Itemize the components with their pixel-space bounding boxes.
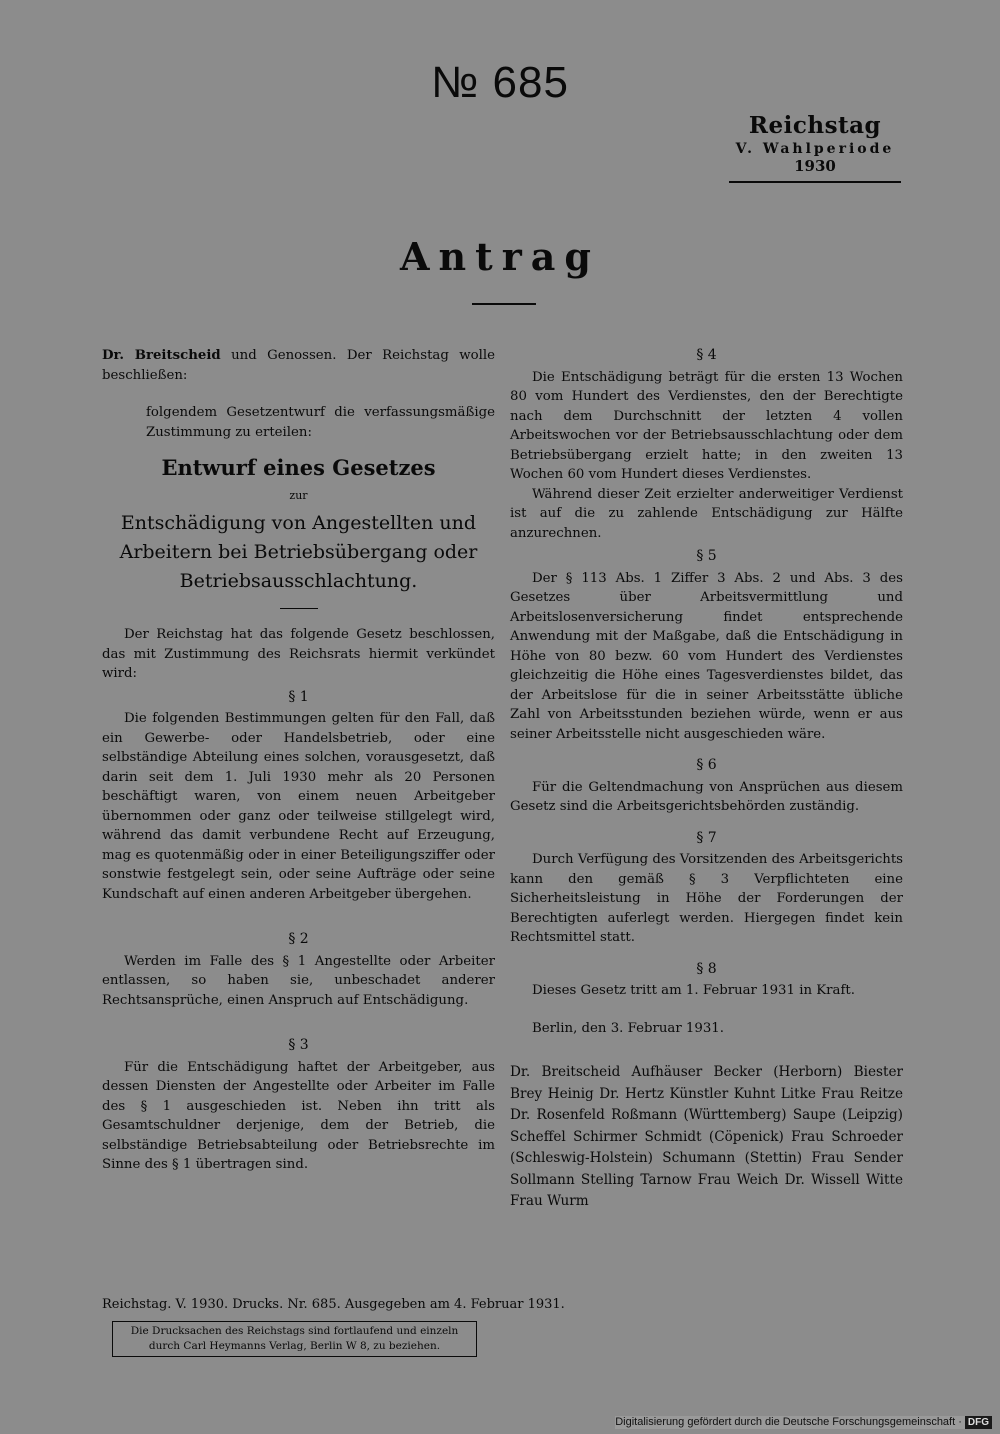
dfg-logo: DFG [965,1416,992,1429]
paragraph-2-heading: § 2 [288,931,309,947]
wahlperiode-label: V. Wahlperiode [735,141,895,157]
paragraph-3-heading: § 3 [288,1037,309,1053]
signatories: Dr. Breitscheid Aufhäuser Becker (Herborn) Biester Brey Heinig Dr. Hertz Künstler Kuhnt Litke Frau Reitze Dr. Rosenfeld Roßmann (Württemberg) Saupe (Leipzig) Scheffel Schirmer Schmidt (Cöpenick) Frau Schroeder (Schleswig-Holstein) Schumann (Stettin) Frau Sender Sollmann Stelling Tarnow Frau Weich Dr. Wissell Witte Frau Wurm [510,1064,903,1209]
date-line: Berlin, den 3. Februar 1931. [532,1020,724,1036]
entwurf-title: Entwurf eines Gesetzes [161,455,436,480]
document-number: № 685 [431,58,569,107]
law-subject: Entschädigung von Angestellten und Arbeitern bei Betriebsübergang oder Betriebsausschlachtung. [119,512,478,592]
decision-text: folgendem Gesetzentwurf die verfassungsmäßige Zustimmung zu erteilen: [146,405,495,440]
header-rule [729,181,901,183]
reichstag-label: Reichstag [748,112,882,139]
paragraph-8-heading: § 8 [696,960,717,977]
title-rule [472,303,536,305]
zur-label: zur [289,488,308,502]
intro-text: und Genossen. Der Reichstag wolle beschließen: [102,348,495,383]
page-title: Antrag [400,234,600,279]
intro-name: Dr. Breitscheid [102,348,221,363]
paragraph-4-heading: § 4 [696,347,717,363]
intro-paragraph [102,346,495,385]
paragraph-4-text: Die Entschädigung beträgt für die ersten 13 Wochen 80 vom Hundert des Verdienstes, den der Berechtigte nach dem Durchschnitt der letzten 4 vollen Arbeitswochen vor der Betriebsausschlachtung oder dem Betriebsübergang erzielt hatte; in den zweiten 13 Wochen 60 vom Hundert dieses Verdienstes. [510,369,903,482]
paragraph-1-text: Die folgenden Bestimmungen gelten für den Fall, daß ein Gewerbe- oder Handelsbetrieb, oder eine selbständige Abteilung eines solchen, vorausgesetzt, daß darin seit dem 1. Juli 1930 mehr als 20 Personen beschäftigt waren, von einem neuen Arbeitgeber übernommen oder ganz oder teilweise stillgelegt wird, während das damit verbundene Recht auf Erzeugung, mag es quotenmäßig oder in einer Beteiligungsziffer oder sonstwie festgelegt sein, oder seine Aufträge oder seine Kundschaft auf einen anderen Arbeitgeber übergehen. [102,711,495,902]
paragraph-5-heading: § 5 [696,548,717,564]
paragraph-1-heading: § 1 [288,688,309,705]
paragraph-7-text: Durch Verfügung des Vorsitzenden des Arbeitsgerichts kann den gemäß § 3 Verpflichteten eine Sicherheitsleistung in Höhe der Forderungen der Berechtigten auferlegt werden. Hiergegen findet kein Rechtsmittel statt. [510,852,903,945]
reichstag-header [725,112,905,183]
paragraph-3-text: Für die Entschädigung haftet der Arbeitgeber, aus dessen Diensten der Angestellte oder Arbeiter im Falle des § 1 ausgeschieden ist. Neben ihn tritt als Gesamtschuldner derjenige, dem der Betrieb, die selbständige Betriebsabteilung oder Betriebsrechte im Sinne des § 1 übertragen sind. [102,1059,495,1172]
dfg-credit-text: Digitalisierung gefördert durch die Deutsche Forschungsgemeinschaft · [615,1416,962,1428]
footer-print-info: Reichstag. V. 1930. Drucks. Nr. 685. Ausgegeben am 4. Februar 1931. [102,1297,565,1312]
paragraph-4-text-2: Während dieser Zeit erzielter anderweitiger Verdienst ist auf die zu zahlende Entschädigung zur Hälfte anzurechnen. [510,486,903,541]
paragraph-6-heading: § 6 [696,757,717,773]
year-label: 1930 [794,157,836,175]
enactment-clause: Der Reichstag hat das folgende Gesetz beschlossen, das mit Zustimmung des Reichsrats hiermit verkündet wird: [102,627,495,681]
paragraph-2-text: Werden im Falle des § 1 Angestellte oder Arbeiter entlassen, so haben sie, unbeschadet anderer Rechtsansprüche, einen Anspruch auf Entschädigung. [102,953,495,1008]
paragraph-8-text: Dieses Gesetz tritt am 1. Februar 1931 in Kraft. [532,983,855,998]
paragraph-7-heading: § 7 [696,829,717,846]
dfg-credit [615,1416,992,1429]
footer-publisher-box: Die Drucksachen des Reichstags sind fortlaufend und einzeln durch Carl Heymanns Verlag, Berlin W 8, zu beziehen. [112,1321,477,1357]
paragraph-5-text: Der § 113 Abs. 1 Ziffer 3 Abs. 2 und Abs. 3 des Gesetzes über Arbeitsvermittlung und Arbeitslosenversicherung findet entsprechende Anwendung mit der Maßgabe, daß die Entschädigung in Höhe von 80 bezw. 60 vom Hundert des Verdienstes gleichzeitig die Höhe eines Tagesverdienstes bildet, das der Arbeitslose für die in seiner Arbeitsstätte übliche Zahl von Arbeitsstunden beziehen würde, wenn er aus seiner Arbeitsstelle nicht ausgeschieden wäre. [510,570,903,742]
right-column [510,346,903,1213]
section-rule [280,608,318,609]
paragraph-6-text: Für die Geltendmachung von Ansprüchen aus diesem Gesetz sind die Arbeitsgerichtsbehörden zuständig. [510,779,903,814]
left-column [102,346,495,1175]
